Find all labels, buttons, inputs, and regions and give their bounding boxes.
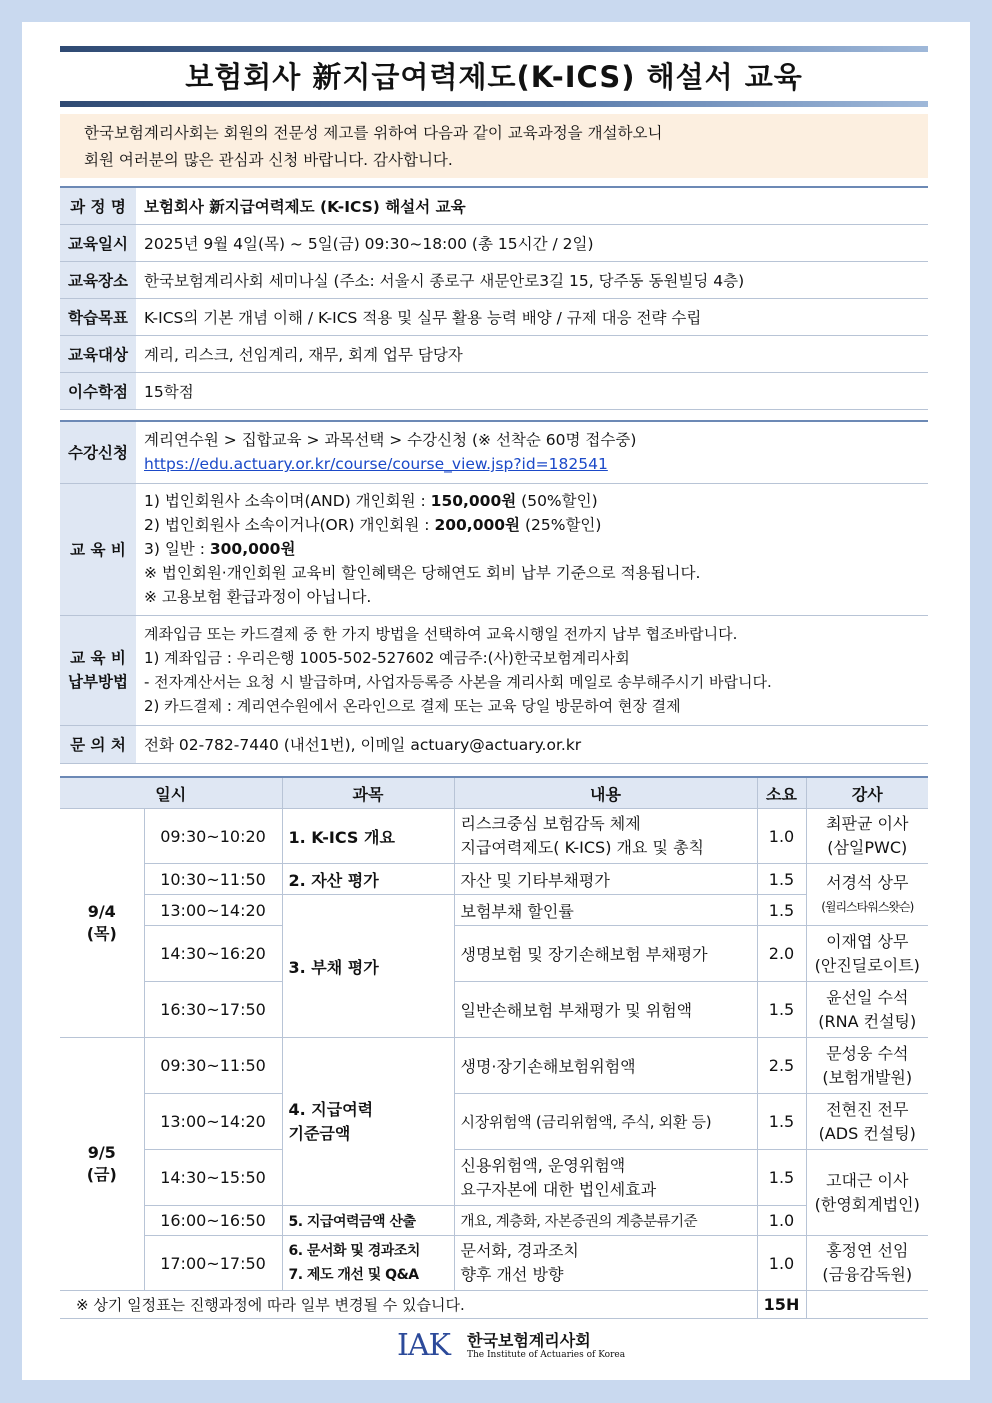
goal-value: K-ICS의 기본 개념 이해 / K-ICS 적용 및 실무 활용 능력 배양 / 규제 대응 전략 수립 bbox=[136, 298, 928, 335]
intro-line-2: 회원 여러분의 많은 관심과 신청 바랍니다. 감사합니다. bbox=[84, 151, 453, 169]
contact-label: 문 의 처 bbox=[60, 725, 136, 763]
hours-cell: 1.5 bbox=[757, 1150, 806, 1206]
time-cell: 14:30~15:50 bbox=[144, 1150, 282, 1206]
lecturer-cell: 고대근 이사 (한영회계법인) bbox=[806, 1150, 928, 1236]
schedule-table bbox=[60, 776, 928, 1319]
course-label: 과 정 명 bbox=[60, 187, 136, 224]
intro-box bbox=[60, 114, 928, 178]
subject-cell: 6. 문서화 및 경과조치 7. 제도 개선 및 Q&A bbox=[282, 1236, 454, 1291]
table-row bbox=[60, 1150, 928, 1206]
total-hours: 15H bbox=[757, 1291, 806, 1319]
time-cell: 16:30~17:50 bbox=[144, 982, 282, 1038]
time-cell: 09:30~11:50 bbox=[144, 1038, 282, 1094]
content-cell: 생명·장기손해보험위험액 bbox=[454, 1038, 757, 1094]
place-label: 교육장소 bbox=[60, 261, 136, 298]
info-row-credit bbox=[60, 372, 928, 409]
place-value: 한국보험계리사회 세미나실 (주소: 서울시 종로구 새문안로3길 15, 당주동 동원빌딩 4층) bbox=[136, 261, 928, 298]
table-row bbox=[60, 809, 928, 864]
target-label: 교육대상 bbox=[60, 335, 136, 372]
table-row bbox=[60, 1206, 928, 1236]
hours-cell: 1.5 bbox=[757, 1094, 806, 1150]
page-title: 보험회사 新지급여력제도(K-ICS) 해설서 교육 bbox=[185, 60, 803, 94]
lecturer-cell: 전현진 전무 (ADS 컨설팅) bbox=[806, 1094, 928, 1150]
time-cell: 10:30~11:50 bbox=[144, 864, 282, 895]
table-row bbox=[60, 926, 928, 982]
time-cell: 13:00~14:20 bbox=[144, 895, 282, 926]
content-cell: 보험부채 할인률 bbox=[454, 895, 757, 926]
fee-cell bbox=[136, 483, 928, 615]
subject-cell: 3. 부채 평가 bbox=[282, 895, 454, 1038]
target-value: 계리, 리스크, 선임계리, 재무, 회계 업무 담당자 bbox=[136, 335, 928, 372]
signup-cell bbox=[136, 421, 928, 483]
hours-cell: 1.0 bbox=[757, 1236, 806, 1291]
hours-cell: 1.5 bbox=[757, 895, 806, 926]
fee-item-1-amount: 150,000원 bbox=[430, 492, 517, 510]
table-row bbox=[60, 1094, 928, 1150]
contact-value: 전화 02-782-7440 (내선1번), 이메일 actuary@actuary.or.kr bbox=[136, 725, 928, 763]
info-row-date bbox=[60, 224, 928, 261]
lecturer-cell: 홍정연 선임 (금융감독원) bbox=[806, 1236, 928, 1291]
signup-link[interactable]: https://edu.actuary.or.kr/course/course_view.jsp?id=182541 bbox=[144, 455, 608, 474]
hours-cell: 1.0 bbox=[757, 809, 806, 864]
subject-cell: 4. 지급여력 기준금액 bbox=[282, 1038, 454, 1206]
info-row-course bbox=[60, 187, 928, 224]
goal-label: 학습목표 bbox=[60, 298, 136, 335]
time-cell: 09:30~10:20 bbox=[144, 809, 282, 864]
course-value: 보험회사 新지급여력제도 (K-ICS) 해설서 교육 bbox=[136, 187, 928, 224]
payment-cell bbox=[136, 615, 928, 725]
info-row-place bbox=[60, 261, 928, 298]
page bbox=[22, 22, 970, 1380]
hours-cell: 2.5 bbox=[757, 1038, 806, 1094]
hours-cell: 1.5 bbox=[757, 864, 806, 895]
fee-item-2-amount: 200,000원 bbox=[434, 516, 521, 534]
lecturer-cell: 이재엽 상무 (안진딜로이트) bbox=[806, 926, 928, 982]
signup-path: 계리연수원 > 집합교육 > 과목선택 > 수강신청 (※ 선착순 60명 접수중) bbox=[144, 431, 637, 450]
info-row-target bbox=[60, 335, 928, 372]
content-cell: 개요, 계층화, 자본증권의 계층분류기준 bbox=[454, 1206, 757, 1236]
payment-line-1: 계좌입금 또는 카드결제 중 한 가지 방법을 선택하여 교육시행일 전까지 납부 협조바랍니다. bbox=[144, 625, 738, 643]
info-row-goal bbox=[60, 298, 928, 335]
fee-item-1: 1) 법인회원사 소속이며(AND) 개인회원 : 150,000원 (50%할인) bbox=[144, 492, 598, 510]
fee-row bbox=[60, 483, 928, 615]
table-row bbox=[60, 864, 928, 895]
fee-item-3-amount: 300,000원 bbox=[209, 540, 296, 558]
logo-korean: 한국보험계리사회 bbox=[467, 1331, 591, 1350]
content-cell: 리스크중심 보험감독 체제 지급여력제도( K-ICS) 개요 및 총칙 bbox=[454, 809, 757, 864]
hours-cell: 1.0 bbox=[757, 1206, 806, 1236]
header-subject: 과목 bbox=[282, 777, 454, 809]
signup-row bbox=[60, 421, 928, 483]
day-1: 9/4 (목) bbox=[60, 809, 144, 1038]
fee-label: 교 육 비 bbox=[60, 483, 136, 615]
title-bottom-bar bbox=[60, 101, 928, 107]
content-cell: 문서화, 경과조치 향후 개선 방향 bbox=[454, 1236, 757, 1291]
subject-cell: 1. K-ICS 개요 bbox=[282, 809, 454, 864]
content-cell: 시장위험액 (금리위험액, 주식, 외환 등) bbox=[454, 1094, 757, 1150]
logo bbox=[397, 1326, 657, 1366]
signup-label: 수강신청 bbox=[60, 421, 136, 483]
subject-cell: 5. 지급여력금액 산출 bbox=[282, 1206, 454, 1236]
credit-value: 15학점 bbox=[136, 372, 928, 409]
header-date: 일시 bbox=[60, 777, 282, 809]
table-row bbox=[60, 982, 928, 1038]
table-row bbox=[60, 1236, 928, 1291]
contact-row bbox=[60, 725, 928, 763]
title-top-bar bbox=[60, 46, 928, 52]
info-table bbox=[60, 186, 928, 410]
lecturer-cell: 서경석 상무 (윌리스타워스왓슨) bbox=[806, 864, 928, 926]
day-2: 9/5 (금) bbox=[60, 1038, 144, 1291]
schedule-footnote: ※ 상기 일정표는 진행과정에 따라 일부 변경될 수 있습니다. bbox=[60, 1291, 757, 1319]
content-cell: 자산 및 기타부채평가 bbox=[454, 864, 757, 895]
credit-label: 이수학점 bbox=[60, 372, 136, 409]
fee-note-2: ※ 고용보험 환급과정이 아닙니다. bbox=[144, 588, 372, 606]
hours-cell: 1.5 bbox=[757, 982, 806, 1038]
payment-line-4: 2) 카드결제 : 계리연수원에서 온라인으로 결제 또는 교육 당일 방문하여 현장 결제 bbox=[144, 697, 681, 715]
fee-table bbox=[60, 420, 928, 764]
content-cell: 생명보험 및 장기손해보험 부채평가 bbox=[454, 926, 757, 982]
lecturer-cell: 윤선일 수석 (RNA 컨설팅) bbox=[806, 982, 928, 1038]
time-cell: 14:30~16:20 bbox=[144, 926, 282, 982]
payment-label: 교 육 비 납부방법 bbox=[60, 615, 136, 725]
fee-item-3: 3) 일반 : 300,000원 bbox=[144, 540, 296, 558]
payment-line-3: - 전자계산서는 요청 시 발급하며, 사업자등록증 사본을 계리사회 메일로 송부해주시기 바랍니다. bbox=[144, 673, 772, 691]
lecturer-cell: 문성웅 수석 (보험개발원) bbox=[806, 1038, 928, 1094]
payment-line-2: 1) 계좌입금 : 우리은행 1005-502-527602 예금주:(사)한국보험계리사회 bbox=[144, 649, 630, 667]
table-row bbox=[60, 1038, 928, 1094]
fee-note-1: ※ 법인회원·개인회원 교육비 할인혜택은 당해연도 회비 납부 기준으로 적용됩니다. bbox=[144, 564, 701, 582]
logo-mark: IAK bbox=[397, 1328, 450, 1363]
intro-line-1: 한국보험계리사회는 회원의 전문성 제고를 위하여 다음과 같이 교육과정을 개설하오니 bbox=[84, 124, 663, 142]
subject-cell: 2. 자산 평가 bbox=[282, 864, 454, 895]
content-cell: 일반손해보험 부채평가 및 위험액 bbox=[454, 982, 757, 1038]
hours-cell: 2.0 bbox=[757, 926, 806, 982]
header-hours: 소요 bbox=[757, 777, 806, 809]
schedule-header bbox=[60, 777, 928, 809]
header-content: 내용 bbox=[454, 777, 757, 809]
fee-item-2: 2) 법인회원사 소속이거나(OR) 개인회원 : 200,000원 (25%할인) bbox=[144, 516, 602, 534]
time-cell: 16:00~16:50 bbox=[144, 1206, 282, 1236]
date-value: 2025년 9월 4일(목) ~ 5일(금) 09:30~18:00 (총 15시간 / 2일) bbox=[136, 224, 928, 261]
header-lecturer: 강사 bbox=[806, 777, 928, 809]
time-cell: 13:00~14:20 bbox=[144, 1094, 282, 1150]
logo-english: The Institute of Actuaries of Korea bbox=[467, 1350, 626, 1360]
table-row bbox=[60, 895, 928, 926]
payment-row bbox=[60, 615, 928, 725]
date-label: 교육일시 bbox=[60, 224, 136, 261]
time-cell: 17:00~17:50 bbox=[144, 1236, 282, 1291]
content-cell: 신용위험액, 운영위험액 요구자본에 대한 법인세효과 bbox=[454, 1150, 757, 1206]
lecturer-cell: 최판균 이사 (삼일PWC) bbox=[806, 809, 928, 864]
empty-cell bbox=[806, 1291, 928, 1319]
footnote-row bbox=[60, 1291, 928, 1319]
